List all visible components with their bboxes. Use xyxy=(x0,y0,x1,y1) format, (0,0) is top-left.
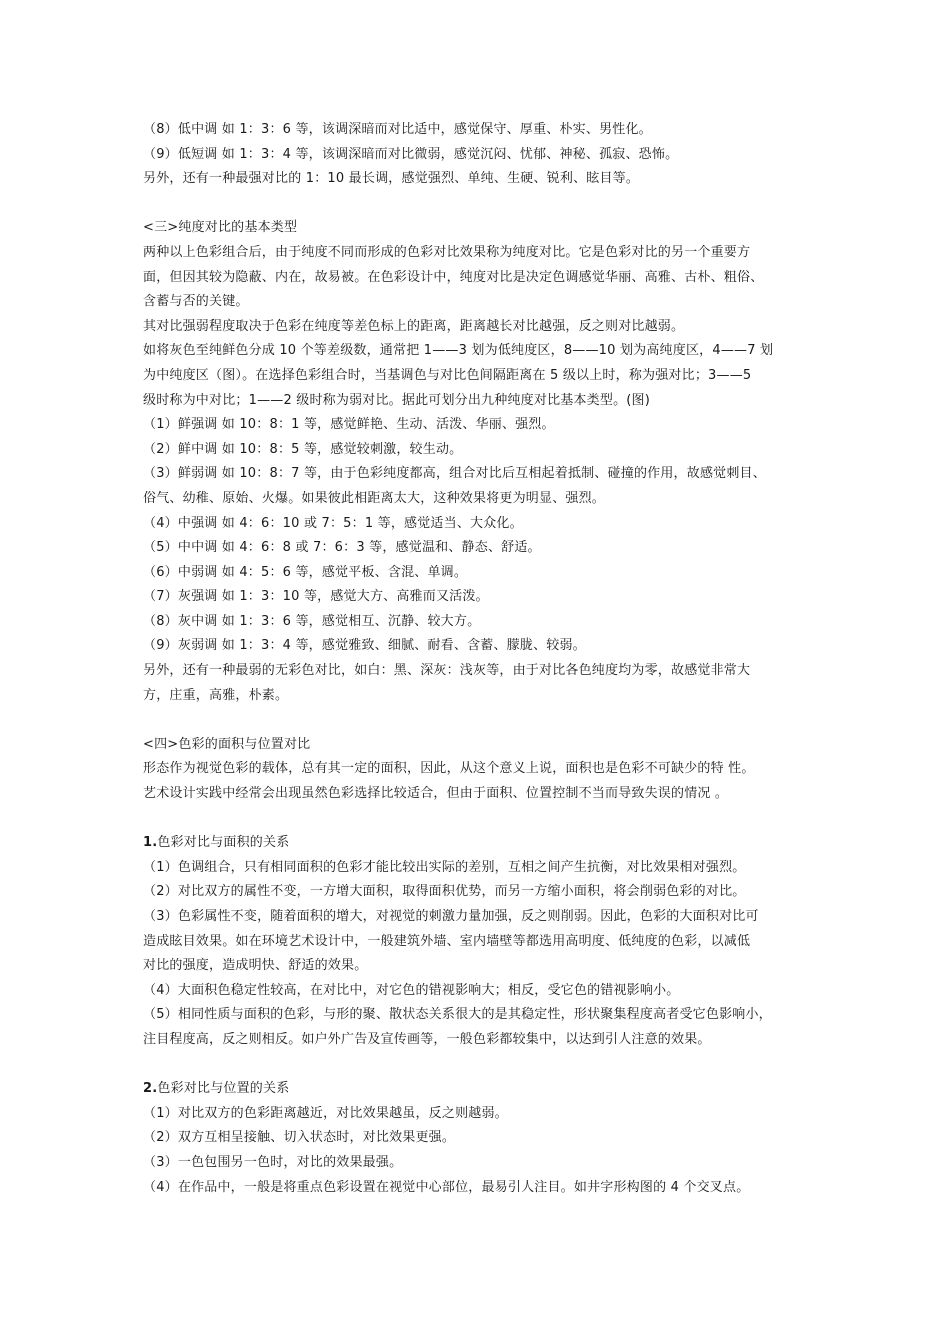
list-item: （3）一色包围另一色时，对比的效果最强。 xyxy=(143,1154,403,1170)
list-item: （2）双方互相呈接触、切入状态时，对比效果更强。 xyxy=(143,1130,456,1146)
list-item: （9）灰弱调 如 1：3：4 等，感觉雅致、细腻、耐看、含蓄、朦胧、较弱。 xyxy=(143,638,586,654)
paragraph-line: 级时称为中对比；1——2 级时称为弱对比。据此可划分出九种纯度对比基本类型。(图) xyxy=(143,392,651,408)
area-position-section xyxy=(143,733,823,807)
paragraph-line: （8）低中调 如 1：3：6 等，该调深暗而对比适中，感觉保守、厚重、朴实、男性化。 xyxy=(143,122,652,137)
list-item-continuation: 对比的强度，造成明快、舒适的效果。 xyxy=(143,958,368,974)
spacer xyxy=(143,1053,823,1078)
list-item: （5）中中调 如 4：6：8 或 7：6：3 等，感觉温和、静态、舒适。 xyxy=(143,540,541,556)
section-heading: <四>色彩的面积与位置对比 xyxy=(143,736,311,752)
list-item: （2）对比双方的属性不变，一方增大面积，取得面积优势，而另一方缩小面积，将会削弱色彩的对比。 xyxy=(143,884,746,900)
list-item: （1）鲜强调 如 10：8：1 等，感觉鲜艳、生动、活泼、华丽、强烈。 xyxy=(143,417,555,433)
list-item: （4）中强调 如 4：6：10 或 7：5：1 等，感觉适当、大众化。 xyxy=(143,515,523,531)
spacer xyxy=(143,708,823,733)
subsection-number: 1. xyxy=(143,835,158,851)
paragraph-line: 两种以上色彩组合后，由于纯度不同而形成的色彩对比效果称为纯度对比。它是色彩对比的另一个重要方 xyxy=(143,244,751,260)
list-item: （5）相同性质与面积的色彩，与形的聚、散状态关系很大的是其稳定性，形状聚集程度高者受它色影响小， xyxy=(143,1007,772,1023)
paragraph-line: 面，但因其较为隐蔽、内在，故易被。在色彩设计中，纯度对比是决定色调感觉华丽、高雅、古朴、粗俗、 xyxy=(143,269,764,285)
list-item: （6）中弱调 如 4：5：6 等，感觉平板、含混、单调。 xyxy=(143,564,468,580)
paragraph-line: 含蓄与否的关键。 xyxy=(143,294,249,310)
subsection-title: 色彩对比与位置的关系 xyxy=(157,1081,290,1097)
list-item: （3）色彩属性不变，随着面积的增大，对视觉的刺激力量加强，反之则削弱。因此，色彩的大面积对比可 xyxy=(143,909,759,924)
list-item: （7）灰强调 如 1：3：10 等，感觉大方、高雅而又活泼。 xyxy=(143,589,489,605)
position-relation-subsection xyxy=(143,1077,823,1200)
area-relation-subsection xyxy=(143,831,823,1052)
paragraph-line: 另外，还有一种最强对比的 1：10 最长调，感觉强烈、单纯、生硬、锐利、眩目等。 xyxy=(143,171,640,187)
list-item: （4）在作品中，一般是将重点色彩设置在视觉中心部位，最易引人注目。如井字形构图的 4 个交叉点。 xyxy=(143,1179,750,1195)
paragraph-line: 如将灰色至纯鲜色分成 10 个等差级数，通常把 1——3 划为低纯度区，8——10 划为高纯度区，4——7 划 xyxy=(143,343,774,359)
section-heading: <三>纯度对比的基本类型 xyxy=(143,220,298,236)
list-item: （1）色调组合，只有相同面积的色彩才能比较出实际的差别，互相之间产生抗衡，对比效果相对强烈。 xyxy=(143,859,746,875)
paragraph-line: 方，庄重，高雅，朴素。 xyxy=(143,687,289,703)
list-item: （8）灰中调 如 1：3：6 等，感觉相互、沉静、较大方。 xyxy=(143,613,481,629)
spacer xyxy=(143,192,823,217)
list-item-continuation: 造成眩目效果。如在环境艺术设计中，一般建筑外墙、室内墙壁等都选用高明度、低纯度的色彩，以减低 xyxy=(143,933,751,949)
paragraph-line: （9）低短调 如 1：3：4 等，该调深暗而对比微弱，感觉沉闷、忧郁、神秘、孤寂、恐怖。 xyxy=(143,146,679,162)
list-item-continuation: 注目程度高，反之则相反。如户外广告及宣传画等，一般色彩都较集中，以达到引人注意的效果。 xyxy=(143,1031,711,1047)
list-item: （2）鲜中调 如 10：8：5 等，感觉较刺激，较生动。 xyxy=(143,441,463,457)
subsection-heading xyxy=(143,831,823,856)
paragraph-line: 艺术设计实践中经常会出现虽然色彩选择比较适合，但由于面积、位置控制不当而导致失误的情况 。 xyxy=(143,786,729,802)
list-item-continuation: 俗气、幼稚、原始、火爆。如果彼此相距离太大，这种效果将更为明显、强烈。 xyxy=(143,490,606,506)
subsection-heading xyxy=(143,1077,823,1102)
paragraph-line: 形态作为视觉色彩的载体，总有其一定的面积，因此，从这个意义上说，面积也是色彩不可缺少的特 性。 xyxy=(143,761,755,777)
brightness-section-tail xyxy=(143,118,823,192)
subsection-number: 2. xyxy=(143,1081,158,1097)
paragraph-line: 其对比强弱程度取决于色彩在纯度等差色标上的距离，距离越长对比越强，反之则对比越弱。 xyxy=(143,318,685,334)
list-item: （1）对比双方的色彩距离越近，对比效果越虽，反之则越弱。 xyxy=(143,1105,508,1121)
list-item: （4）大面积色稳定性较高，在对比中，对它色的错视影响大；相反，受它色的错视影响小。 xyxy=(143,982,680,998)
purity-section xyxy=(143,216,823,708)
subsection-title: 色彩对比与面积的关系 xyxy=(157,835,290,851)
paragraph-line: 另外，还有一种最弱的无彩色对比，如白：黑、深灰：浅灰等，由于对比各色纯度均为零，故感觉非常大 xyxy=(143,663,751,679)
list-item: （3）鲜弱调 如 10：8：7 等，由于色彩纯度都高，组合对比后互相起着抵制、碰撞的作用，故感觉刺目、 xyxy=(143,466,766,482)
spacer xyxy=(143,807,823,832)
paragraph-line: 为中纯度区（图）。在选择色彩组合时，当基调色与对比色间隔距离在 5 级以上时，称为强对比；3——5 xyxy=(143,367,752,383)
document-page xyxy=(143,118,823,1200)
